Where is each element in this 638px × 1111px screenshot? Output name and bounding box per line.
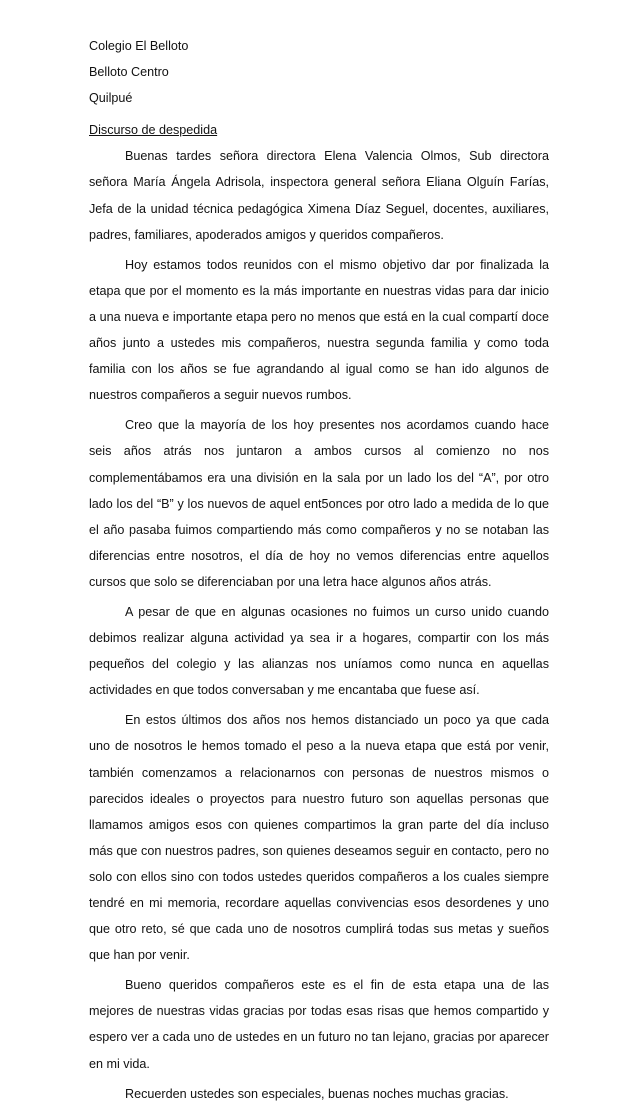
paragraph-closing: Recuerden ustedes son especiales, buenas noches muchas gracias. — [125, 1086, 509, 1101]
speech-title: Discurso de despedida — [89, 123, 218, 138]
school-city: Quilpué — [89, 91, 133, 106]
paragraph-farewell: Bueno queridos compañeros este es el fin de esta etapa una de las mejores de nuestras vidas gracias por todas esas risas que hemos compartido y espero ver a cada uno de ustedes en un futuro no tan lejano, gracias por aparecer en mi vida. — [89, 978, 549, 1071]
school-branch: Belloto Centro — [89, 65, 169, 80]
paragraph-activities: A pesar de que en algunas ocasiones no fuimos un curso unido cuando debimos realizar alguna actividad ya sea ir a hogares, compartir con los más pequeños del colegio y las alianzas nos uníamos como nunca en aquellas actividades en que todos conversaban y me encantaba que fuese así. — [89, 604, 549, 698]
school-name: Colegio El Belloto — [89, 39, 189, 53]
document-body — [89, 33, 549, 1111]
paragraph-greeting: Buenas tardes señora directora Elena Valencia Olmos, Sub directora señora María Ángela Adrisola, inspectora general señora Eliana Olguín Farías, Jefa de la unidad técnica pedagógica Ximena Díaz Seguel, docentes, auxiliares, padres, familiares, apoderados amigos y queridos compañeros. — [89, 149, 549, 242]
paragraph-purpose: Hoy estamos todos reunidos con el mismo objetivo dar por finalizada la etapa que por el momento es la más importante en nuestras vidas para dar inicio a una nueva e importante etapa pero no menos que está en la cual compartí doce años junto a ustedes mis compañeros, nuestra segunda familia y como toda familia con los años se fue agrandando al igual como se han ido algunos de nuestros compañeros a seguir nuevos rumbos. — [89, 257, 549, 403]
paragraph-last-years: En estos últimos dos años nos hemos distanciado un poco ya que cada uno de nosotros le hemos tomado el peso a la nueva etapa que está por venir, también comenzamos a relacionarnos con personas de nuestros mismos o parecidos ideales o proyectos para nuestro futuro son aquellas personas que llamamos amigos esos con quienes compartimos la gran parte del día incluso más que con nuestros padres, son quienes deseamos seguir en contacto, pero no solo con ellos sino con todos ustedes queridos compañeros a los cuales siempre tendré en mi memoria, recordare aquellas convivencias esos desordenes y uno que otro reto, sé que cada uno de nosotros cumplirá todas sus metas y sueños que han por venir. — [89, 713, 549, 963]
paragraph-memories: Creo que la mayoría de los hoy presentes nos acordamos cuando hace seis años atrás nos juntaron a ambos cursos al comienzo no nos complementábamos era una división en la sala por un lado los del “A”, por otro lado los del “B” y los nuevos de aquel ent5onces por otro lado a medida de lo que el año pasaba fuimos compartiendo más como compañeros y no se notaban las diferencias entre nosotros, el día de hoy no vemos diferencias entre aquellos cursos que solo se diferenciaban por una letra hace algunos años atrás. — [89, 418, 549, 589]
